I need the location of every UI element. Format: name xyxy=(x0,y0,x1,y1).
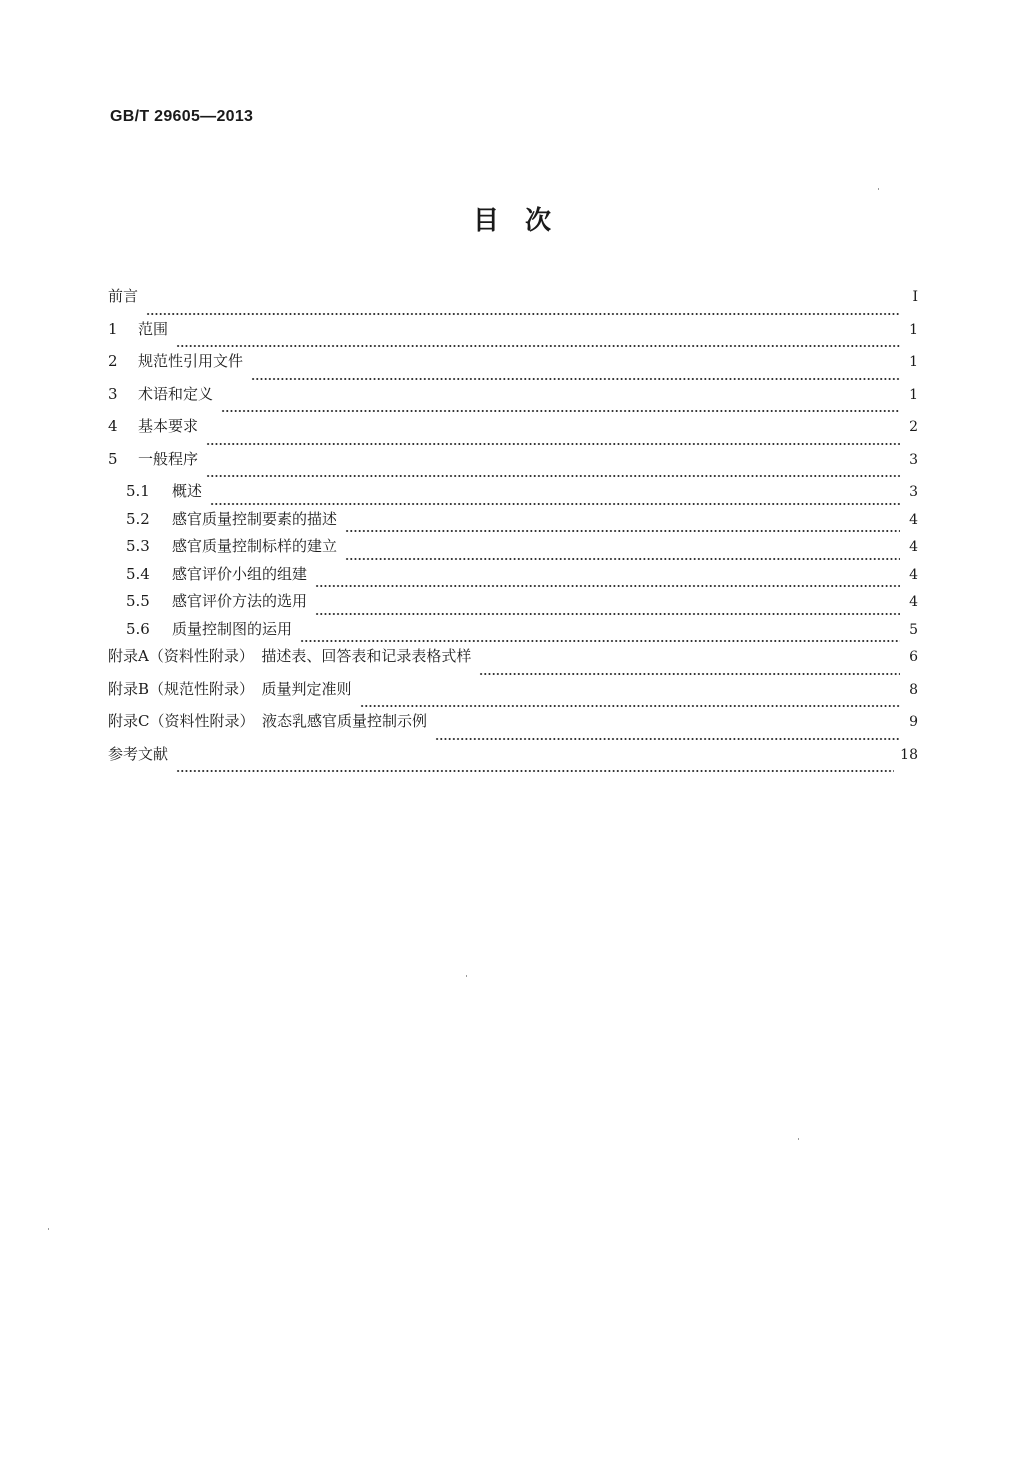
toc-entry[interactable] xyxy=(108,319,918,352)
toc-entry-page-number: 1 xyxy=(909,354,918,370)
toc-entry-title: 附录B（规范性附录） 质量判定准则 xyxy=(108,679,352,698)
toc-entry-page-number: 5 xyxy=(909,621,918,638)
toc-entry-number: 1 xyxy=(108,319,118,338)
toc-entry-title: 规范性引用文件 xyxy=(138,352,244,370)
toc-entry-number: 5.1 xyxy=(126,482,150,500)
toc-entry-title: 感官质量控制要素的描述 xyxy=(172,509,338,528)
toc-entry-title: 质量控制图的运用 xyxy=(172,619,293,638)
dot-leader xyxy=(479,673,900,675)
dot-leader xyxy=(210,503,900,505)
toc-entry-number: 2 xyxy=(108,352,118,370)
toc-entry-number: 3 xyxy=(108,384,118,403)
toc-entry-page-number: 4 xyxy=(909,594,918,610)
toc-entry-page-number: 1 xyxy=(909,386,918,403)
toc-entry-number: 5.5 xyxy=(126,592,150,610)
toc-entry[interactable] xyxy=(108,509,918,537)
toc-entry-title: 附录A（资料性附录） 描述表、回答表和记录表格式样 xyxy=(108,647,472,665)
dot-leader xyxy=(206,475,900,477)
toc-entry-title: 术语和定义 xyxy=(138,384,214,403)
toc-entry[interactable] xyxy=(108,481,918,509)
toc-entry[interactable] xyxy=(108,564,918,592)
toc-entry-number: 5.4 xyxy=(126,564,150,583)
toc-entry[interactable] xyxy=(108,536,918,564)
toc-entry-title: 感官评价方法的选用 xyxy=(172,592,308,610)
dot-leader xyxy=(435,738,900,740)
page-title: 目 次 xyxy=(472,206,551,236)
toc-entry-title: 概述 xyxy=(172,482,203,500)
dot-leader xyxy=(345,530,900,532)
toc-entry-page-number: 4 xyxy=(909,511,918,528)
toc-entry-page-number: 1 xyxy=(909,321,918,338)
toc-entry-page-number: 9 xyxy=(909,714,918,730)
toc-entry-title: 感官质量控制标样的建立 xyxy=(172,537,338,555)
toc-entry-number: 4 xyxy=(108,417,118,435)
dot-leader xyxy=(315,585,900,587)
table-of-contents xyxy=(108,286,918,776)
scan-speck xyxy=(466,975,467,977)
toc-entry-page-number: 4 xyxy=(909,539,918,555)
toc-entry-page-number: 2 xyxy=(909,419,918,435)
dot-leader xyxy=(300,640,900,642)
toc-entry-title: 范围 xyxy=(138,319,169,338)
dot-leader xyxy=(315,613,900,615)
standard-code: GB/T 29605—2013 xyxy=(110,108,254,125)
dot-leader xyxy=(345,558,900,560)
toc-entry-number: 5.6 xyxy=(126,619,150,638)
toc-entry-number: 5.2 xyxy=(126,509,150,528)
toc-entry-title: 感官评价小组的组建 xyxy=(172,564,308,583)
dot-leader xyxy=(221,410,900,412)
toc-entry-title: 前言 xyxy=(108,287,139,305)
toc-entry[interactable] xyxy=(108,351,918,384)
toc-entry[interactable] xyxy=(108,646,918,679)
toc-entry-page-number: 8 xyxy=(909,681,918,698)
toc-entry-page-number: Ⅰ xyxy=(912,289,918,305)
dot-leader xyxy=(360,705,900,707)
toc-entry-title: 基本要求 xyxy=(138,417,199,435)
toc-entry-title: 附录C（资料性附录） 液态乳感官质量控制示例 xyxy=(108,712,427,730)
toc-entry[interactable] xyxy=(108,591,918,619)
toc-entry-page-number: 3 xyxy=(909,484,918,500)
toc-entry[interactable] xyxy=(108,711,918,744)
toc-entry[interactable] xyxy=(108,744,918,777)
dot-leader xyxy=(176,770,894,772)
dot-leader xyxy=(146,313,900,315)
toc-entry[interactable] xyxy=(108,384,918,417)
toc-entry-number: 5 xyxy=(108,449,118,468)
dot-leader xyxy=(206,443,900,445)
scan-speck xyxy=(48,1228,49,1230)
toc-entry-number: 5.3 xyxy=(126,537,150,555)
scan-speck xyxy=(878,188,879,190)
dot-leader xyxy=(251,378,900,380)
toc-entry-page-number: 3 xyxy=(909,451,918,468)
toc-entry-title: 一般程序 xyxy=(138,449,199,468)
toc-entry-page-number: 18 xyxy=(900,746,918,763)
toc-entry-page-number: 4 xyxy=(909,566,918,583)
toc-entry[interactable] xyxy=(108,679,918,712)
toc-entry[interactable] xyxy=(108,416,918,449)
scan-speck xyxy=(798,1138,799,1140)
dot-leader xyxy=(176,345,900,347)
toc-entry-title: 参考文献 xyxy=(108,744,169,763)
toc-entry[interactable] xyxy=(108,619,918,647)
toc-entry-page-number: 6 xyxy=(909,649,918,665)
toc-entry[interactable] xyxy=(108,286,918,319)
toc-entry[interactable] xyxy=(108,449,918,482)
